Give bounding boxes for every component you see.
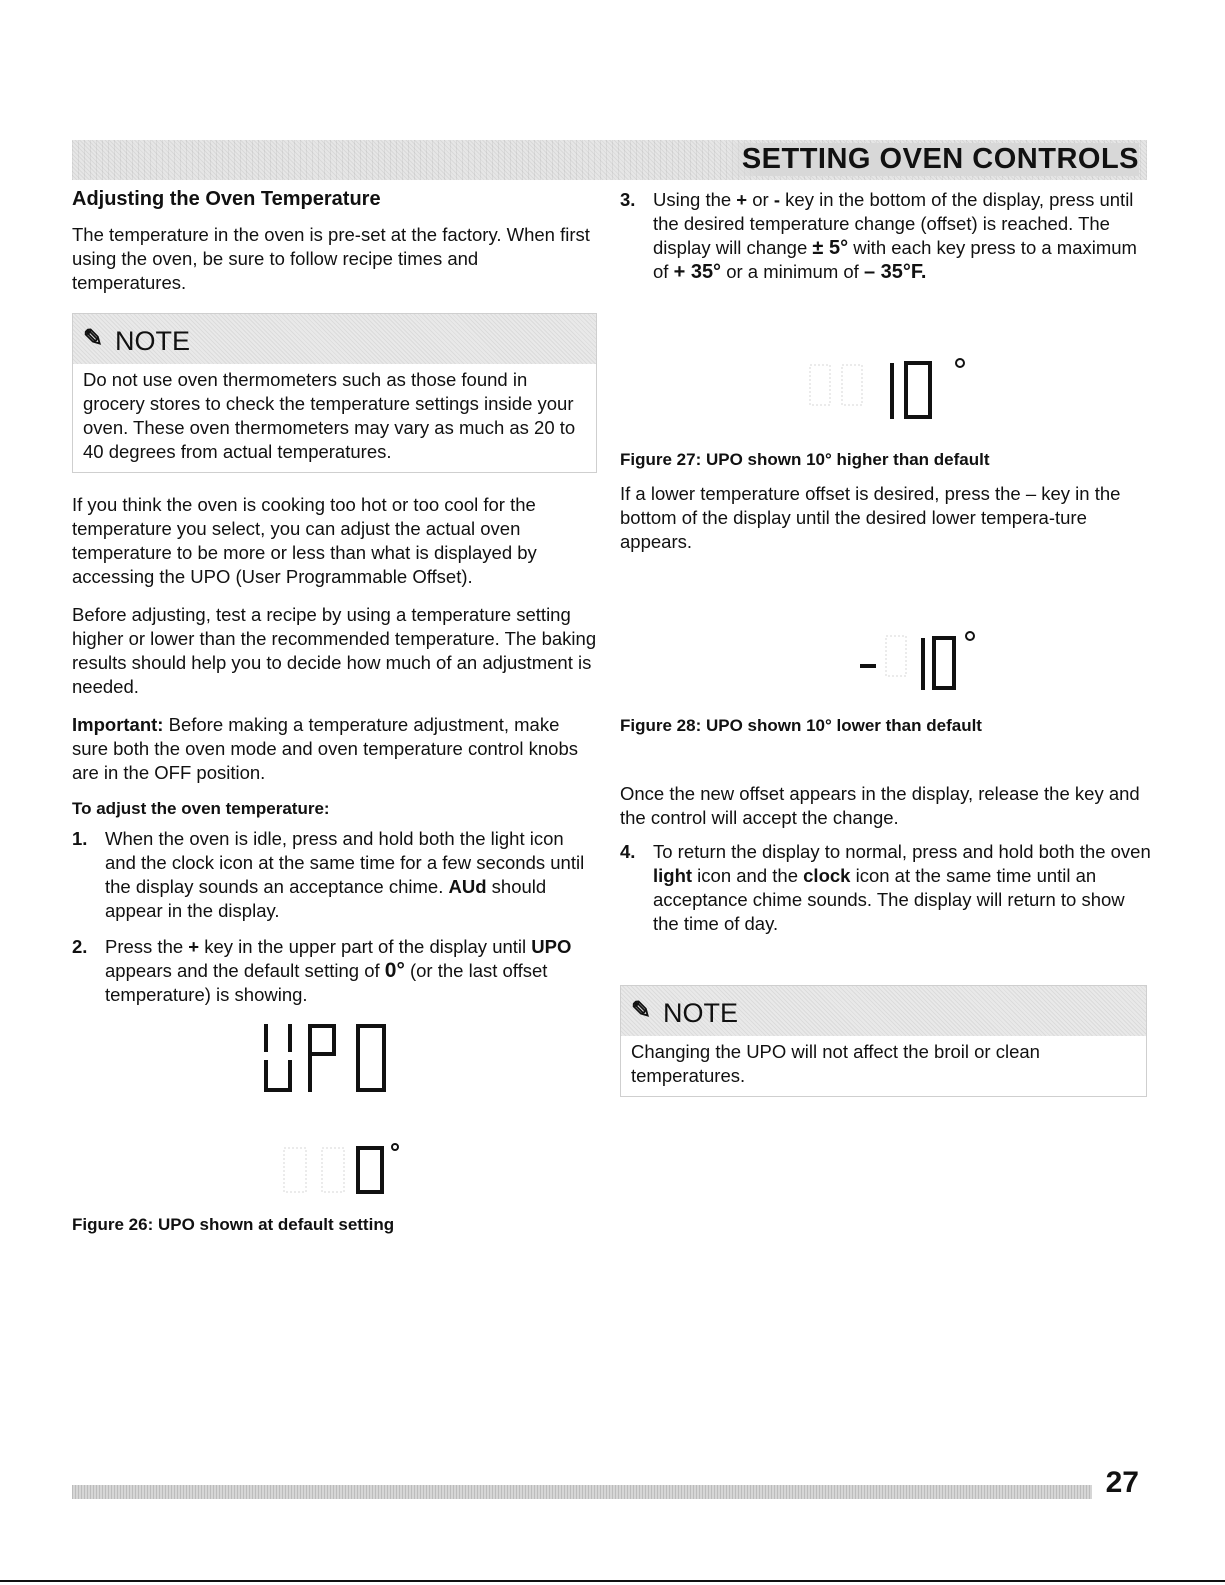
step-number: 1. (72, 828, 88, 849)
paragraph-upo-intro: If you think the oven is cooking too hot or too cool for the temperature you select, you can adjust the actual oven temperature to be more or less than what is displayed by accessing the UPO (User Programmable Offset). (72, 494, 537, 587)
plus-key: + (188, 936, 200, 957)
paragraph-once-offset: Once the new offset appears in the display, release the key and the control will accept the change. (620, 783, 1140, 828)
step-text: Using the (653, 189, 737, 210)
step-text: When the oven is idle, press and hold both the light icon and the clock icon at the same time for a few seconds until the display sounds an acceptance chime. (105, 828, 585, 897)
step-text: key in the upper part of the display until (199, 936, 532, 957)
important-label: Important: (72, 714, 164, 735)
paragraph-before-adjusting: Before adjusting, test a recipe by using a temperature setting higher or lower than the recommended temperature. The baking results should help you to decide how much of an adjustment is needed. (72, 604, 597, 697)
step-text: (or the last offset temperature) is showing. (105, 960, 548, 1005)
display-plus-10 (800, 345, 1000, 435)
step-text: icon and the (692, 865, 804, 886)
step-3 (620, 188, 1150, 284)
upo-code: UPO (531, 936, 572, 957)
note-label: NOTE (115, 326, 191, 356)
step-increment: ± 5° (812, 237, 849, 259)
note-header (621, 986, 1146, 1036)
left-column (72, 188, 597, 1019)
step-1 (72, 827, 597, 923)
important-text: Before making a temperature adjustment, make sure both the oven mode and oven temperature control knobs are in the OFF position. (72, 714, 578, 783)
step-text: with each key press to a maximum of (653, 237, 1137, 282)
light-keyword: light (653, 865, 693, 886)
minus-key: - (773, 189, 781, 210)
clock-keyword: clock (803, 865, 851, 886)
right-column (620, 188, 1150, 296)
step-text: icon at the same time until an acceptance chime sounds. The display will return to show the time of day. (653, 865, 1125, 934)
plus-key: + (736, 189, 748, 210)
min-offset: – 35°F. (863, 261, 927, 283)
intro-paragraph: The temperature in the oven is pre-set at the factory. When first using the oven, be sure to follow recipe times and temperatures. (72, 224, 590, 293)
display-upo-default (250, 1010, 470, 1210)
page-number: 27 (1105, 1466, 1139, 1499)
section-banner (72, 140, 1147, 180)
subheading: To adjust the oven temperature: (72, 799, 330, 818)
step-text: or (747, 189, 774, 210)
note-box-2 (620, 985, 1147, 1097)
note-label: NOTE (663, 998, 739, 1028)
pushpin-icon: ✎ (631, 997, 652, 1024)
step-text: To return the display to normal, press and hold both the oven (653, 841, 1151, 862)
max-offset: + 35° (673, 261, 722, 283)
step-text: Press the (105, 936, 189, 957)
pushpin-icon: ✎ (83, 325, 104, 352)
note-text: Changing the UPO will not affect the broil or clean temperatures. (631, 1041, 1040, 1086)
step-number: 2. (72, 936, 88, 957)
section-title: SETTING OVEN CONTROLS (728, 143, 1139, 176)
figure-27-caption: Figure 27: UPO shown 10° higher than default (620, 450, 990, 469)
figure-26-caption: Figure 26: UPO shown at default setting (72, 1215, 395, 1234)
step-text: should appear in the display. (105, 876, 547, 921)
note-text: Do not use oven thermometers such as those found in grocery stores to check the temperature settings inside your oven. These oven thermometers may vary as much as 20 to 40 degrees from actual temperatures. (83, 369, 576, 462)
step-4 (620, 840, 1153, 936)
figure-28-caption: Figure 28: UPO shown 10° lower than default (620, 716, 982, 735)
bottom-rule (0, 1580, 1225, 1582)
display-text-zero (284, 1144, 398, 1192)
display-text-upo (266, 1026, 384, 1090)
footer-bar (72, 1485, 1092, 1499)
note-header (73, 314, 596, 364)
zero-degree: 0° (384, 959, 405, 982)
aud-code: AUd (448, 876, 487, 897)
section-heading: Adjusting the Oven Temperature (72, 188, 381, 210)
step-2 (72, 935, 597, 1007)
step-text: key in the bottom of the display, press until the desired temperature change (offset) is reached. The display will change (653, 189, 1134, 258)
paragraph-lower-offset: If a lower temperature offset is desired, press the – key in the bottom of the display until the desired lower tempera-ture appears. (620, 483, 1121, 552)
step-number: 4. (620, 841, 636, 862)
step-text: appears and the default setting of (105, 960, 385, 981)
step-text: or a minimum of (721, 261, 864, 282)
step-number: 3. (620, 189, 636, 210)
display-minus-10 (820, 620, 1020, 700)
important-paragraph (72, 713, 597, 785)
note-box (72, 313, 597, 473)
